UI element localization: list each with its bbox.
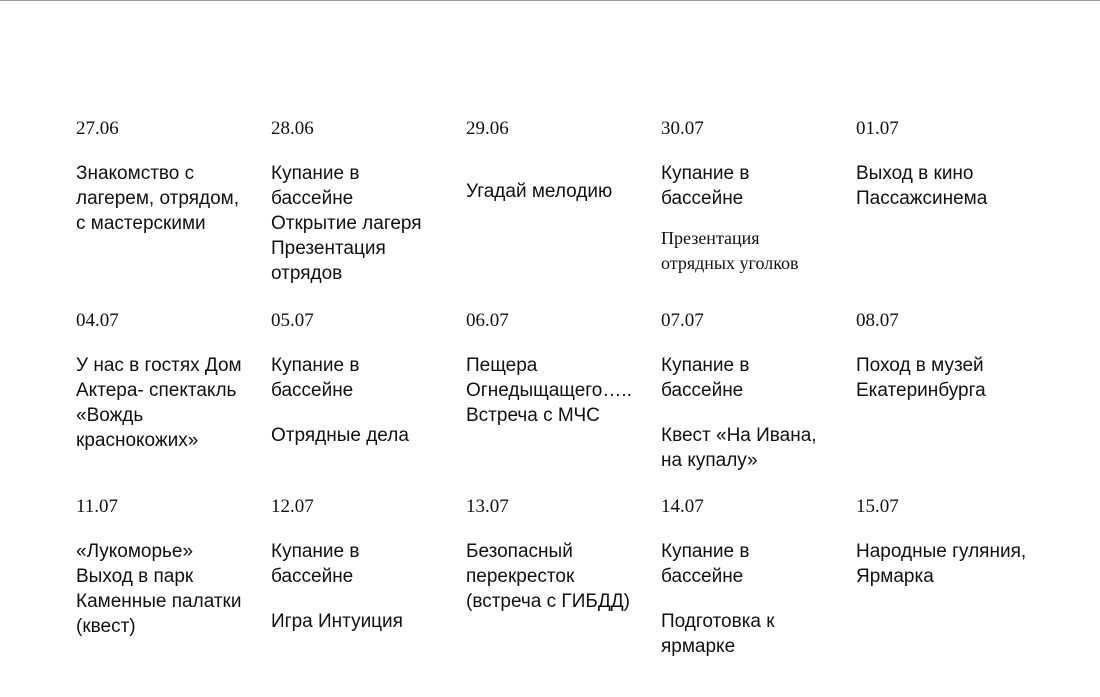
day-cell-28-06 — [271, 118, 461, 286]
day-date: 12.07 — [271, 496, 314, 517]
day-cell-13-07 — [466, 496, 656, 614]
day-cell-27-06 — [76, 118, 266, 236]
day-activity: Купание в бассейне — [661, 163, 750, 209]
day-activity: У нас в гостях Дом Актера- спектакль «Вождь краснокожих» — [76, 355, 242, 451]
day-activity: Квест «На Ивана, на купалу» — [661, 425, 817, 471]
day-activity: Отрядные дела — [271, 425, 409, 446]
day-cell-05-07 — [271, 310, 461, 448]
day-cell-30-07 — [661, 118, 851, 276]
day-cell-15-07 — [856, 496, 1046, 589]
day-activity: Угадай мелодию — [466, 181, 613, 202]
day-date: 07.07 — [661, 310, 704, 331]
day-activity: «Лукоморье» Выход в парк Каменные палатки (квест) — [76, 541, 242, 637]
day-date: 05.07 — [271, 310, 314, 331]
day-activity: Знакомство с лагерем, отрядом, с мастерскими — [76, 163, 239, 234]
day-cell-12-07 — [271, 496, 461, 634]
day-date: 01.07 — [856, 118, 899, 139]
day-activity: Выход в кино Пассажсинема — [856, 163, 988, 209]
day-cell-06-07 — [466, 310, 656, 428]
day-activity: Купание в бассейне — [661, 541, 750, 587]
day-activity: Пещера Огнедыщащего….. Встреча с МЧС — [466, 355, 632, 426]
top-border-line — [0, 0, 1100, 1]
day-date: 08.07 — [856, 310, 899, 331]
day-activity: Безопасный перекресток (встреча с ГИБДД) — [466, 541, 630, 612]
day-activity: Игра Интуиция — [271, 611, 403, 632]
day-date: 04.07 — [76, 310, 119, 331]
day-cell-14-07 — [661, 496, 851, 659]
day-activity: Купание в бассейне — [271, 541, 360, 587]
day-activity: Купание в бассейне — [271, 355, 360, 401]
day-date: 30.07 — [661, 118, 704, 139]
day-date: 28.06 — [271, 118, 314, 139]
day-activity: Народные гуляния, Ярмарка — [856, 541, 1027, 587]
day-cell-04-07 — [76, 310, 266, 453]
day-date: 11.07 — [76, 496, 119, 517]
day-activity: Презентация отрядных уголков — [661, 228, 799, 273]
day-cell-29-06 — [466, 118, 656, 204]
day-cell-07-07 — [661, 310, 851, 473]
day-date: 15.07 — [856, 496, 899, 517]
day-activity: Поход в музей Екатеринбурга — [856, 355, 986, 401]
day-cell-01-07 — [856, 118, 1046, 211]
day-activity: Подготовка к ярмарке — [661, 611, 775, 657]
day-date: 13.07 — [466, 496, 509, 517]
day-activity: Купание в бассейне — [661, 355, 750, 401]
day-cell-11-07 — [76, 496, 266, 639]
day-activity: Купание в бассейне Открытие лагеря Презентация отрядов — [271, 163, 422, 284]
day-date: 14.07 — [661, 496, 704, 517]
day-date: 06.07 — [466, 310, 509, 331]
day-cell-08-07 — [856, 310, 1046, 403]
day-date: 27.06 — [76, 118, 119, 139]
day-date: 29.06 — [466, 118, 509, 139]
